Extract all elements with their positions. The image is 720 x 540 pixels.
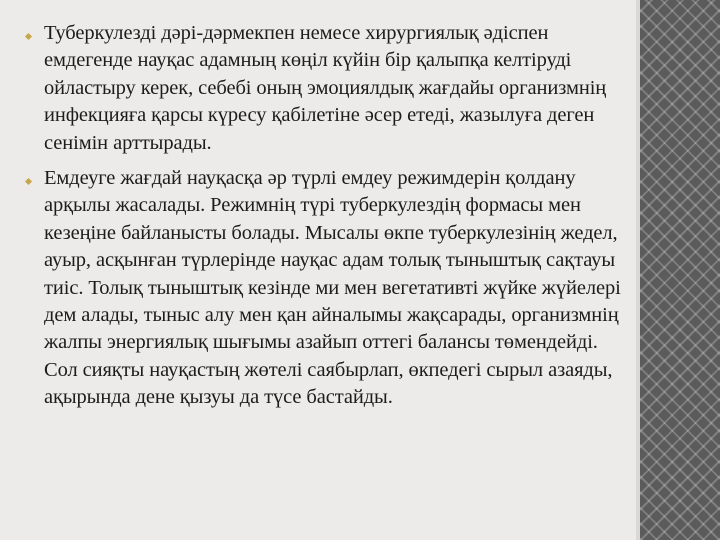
bullet-text-1: Туберкулезді дәрі-дәрмекпен немесе хирургиялық әдіспен емдегенде науқас адамның көңіл күйін бір қалыпқа келтіруді ойластыру керек, себебі оның эмоциялдық жағдайы организмнің инфекцияға қарсы күресу қабілетіне әсер етеді, жазылуға деген сенімін арттырады.	[44, 22, 607, 154]
bullet-diamond-icon	[25, 178, 32, 185]
decorative-side-band	[640, 0, 720, 540]
bullet-diamond-icon	[25, 33, 32, 40]
bullet-text-2: Емдеуге жағдай науқасқа әр түрлі емдеу режимдерін қолдану арқылы жасалады. Режимнің түрі туберкулездің формасы мен кезеңіне байланысты болады. Мысалы өкпе туберкулезінің жедел, ауыр, асқынған түрлерінде науқас адам толық тыныштық сақтауы тиіс. Толық тыныштық кезінде ми мен вегетативті жүйке жүйелері дем алады, тыныс алу мен қан айналымы жақсарады, организмнің жалпы энергиялық шығымы азайып оттегі балансы төмендейді. Сол сияқты науқастың жөтелі саябырлап, өкпедегі сырыл азаяды, ақырында дене қызуы да түсе бастайды.	[44, 167, 621, 409]
bullet-item-2	[20, 165, 630, 412]
bullet-item-1	[20, 20, 630, 157]
bullet-list	[20, 20, 630, 420]
